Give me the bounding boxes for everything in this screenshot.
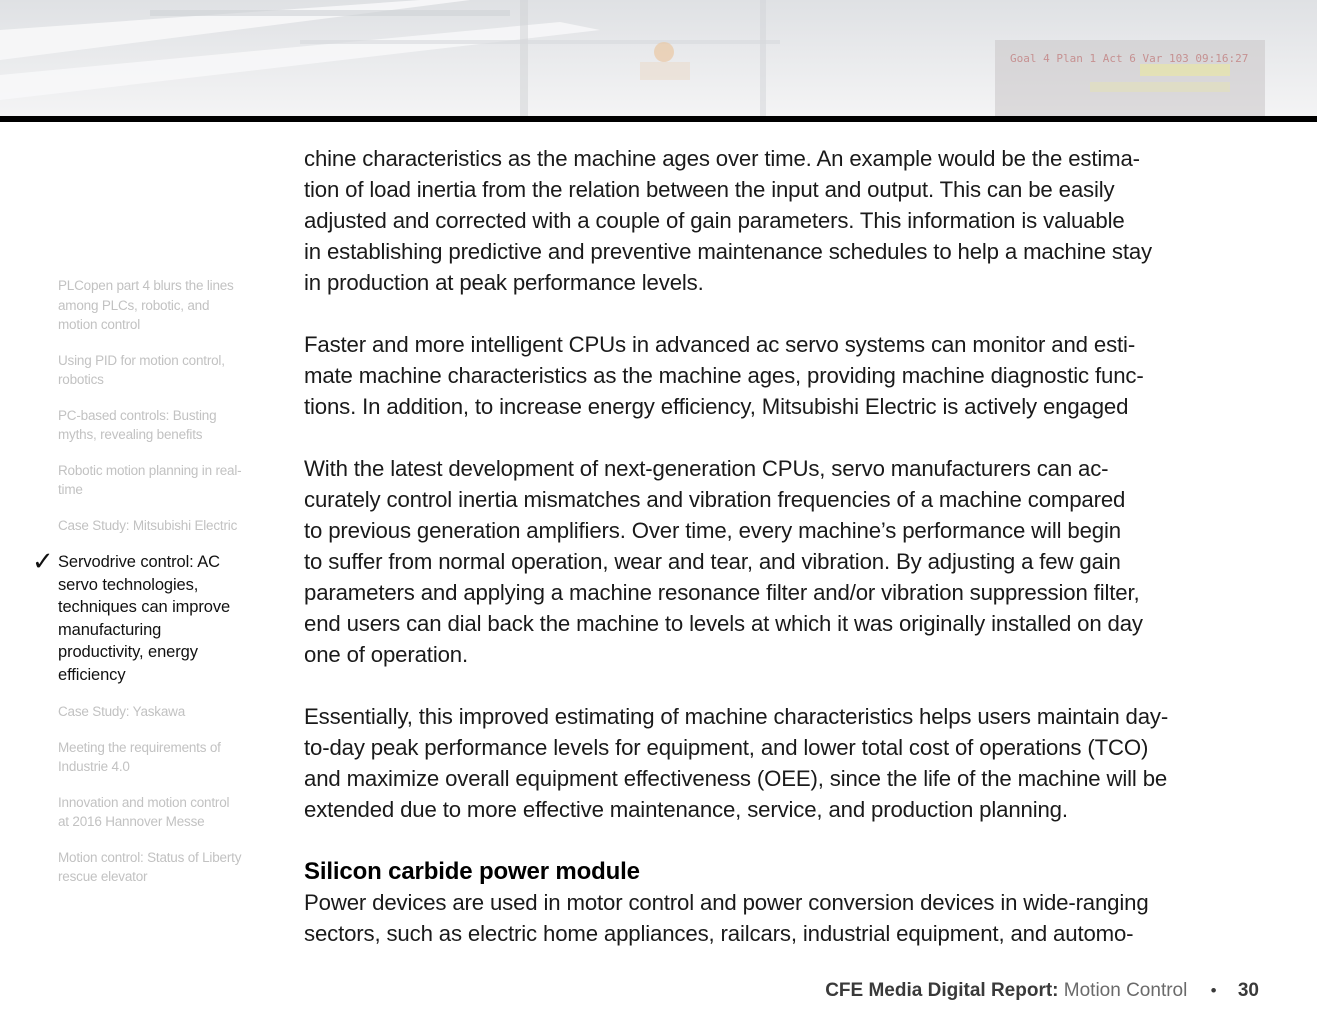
- article-paragraph: [304, 329, 1269, 422]
- sidebar-toc: [32, 276, 242, 903]
- text-line: parameters and applying a machine resonance filter and/or vibration suppression filter,: [304, 580, 1140, 605]
- toc-item-label: Robotic motion planning in real-time: [58, 462, 242, 497]
- checkmark-icon: ✓: [32, 547, 54, 577]
- footer-section: Motion Control: [1063, 980, 1188, 1001]
- toc-item-label: Meeting the requirements of Industrie 4.0: [58, 739, 221, 774]
- article-paragraph: [304, 887, 1269, 949]
- text-line: extended due to more effective maintenance, service, and production planning.: [304, 797, 1068, 822]
- toc-item-servodrive-control[interactable]: [32, 547, 242, 686]
- text-line: Power devices are used in motor control and power conversion devices in wide-ranging: [304, 890, 1149, 915]
- article-body: [304, 143, 1269, 949]
- page-footer: [825, 979, 1259, 1003]
- text-line: Essentially, this improved estimating of machine characteristics helps users maintain day-: [304, 704, 1169, 729]
- article-paragraph: [304, 453, 1269, 670]
- toc-item-label: Case Study: Mitsubishi Electric: [58, 517, 238, 533]
- text-line: in establishing predictive and preventive maintenance schedules to help a machine stay: [304, 239, 1153, 264]
- toc-item-industrie-4[interactable]: [32, 738, 242, 777]
- page-number: 30: [1237, 980, 1259, 1001]
- toc-item-plcopen[interactable]: [32, 276, 242, 335]
- toc-item-robotic-motion-planning[interactable]: [32, 461, 242, 500]
- text-line: mate machine characteristics as the machine ages, providing machine diagnostic func-: [304, 363, 1144, 388]
- text-line: chine characteristics as the machine ages over time. An example would be the estima-: [304, 146, 1140, 171]
- footer-publication: CFE Media Digital Report:: [825, 980, 1059, 1001]
- toc-item-pid-motion[interactable]: [32, 351, 242, 390]
- text-line: end users can dial back the machine to levels at which it was originally installed on day: [304, 611, 1143, 636]
- text-line: to previous generation amplifiers. Over time, every machine’s performance will begin: [304, 518, 1121, 543]
- text-line: and maximize overall equipment effectiveness (OEE), since the life of the machine will be: [304, 766, 1168, 791]
- toc-item-liberty-elevator[interactable]: [32, 848, 242, 887]
- banner-display-text: Goal 4 Plan 1 Act 6 Var 103 09:16:27: [1010, 52, 1249, 65]
- toc-item-label: Motion control: Status of Liberty rescue elevator: [58, 849, 242, 884]
- text-line: sectors, such as electric home appliances, railcars, industrial equipment, and automo-: [304, 921, 1134, 946]
- text-line: to-day peak performance levels for equipment, and lower total cost of operations (TCO): [304, 735, 1149, 760]
- section-heading: Silicon carbide power module: [304, 858, 640, 885]
- text-line: in production at peak performance levels.: [304, 270, 704, 295]
- text-line: tion of load inertia from the relation between the input and output. This can be easily: [304, 177, 1115, 202]
- footer-separator: •: [1210, 981, 1217, 1000]
- toc-item-pc-based-controls[interactable]: [32, 406, 242, 445]
- text-line: Faster and more intelligent CPUs in advanced ac servo systems can monitor and esti-: [304, 332, 1136, 357]
- toc-item-case-study-yaskawa[interactable]: [32, 702, 242, 722]
- text-line: curately control inertia mismatches and vibration frequencies of a machine compared: [304, 487, 1126, 512]
- toc-item-case-study-mitsubishi[interactable]: [32, 516, 242, 536]
- toc-item-label: PC-based controls: Busting myths, revealing benefits: [58, 407, 217, 442]
- text-line: to suffer from normal operation, wear and tear, and vibration. By adjusting a few gain: [304, 549, 1121, 574]
- text-line: one of operation.: [304, 642, 468, 667]
- header-banner-image: [0, 0, 1317, 116]
- header-divider: [0, 116, 1317, 122]
- article-paragraph: [304, 701, 1269, 825]
- text-line: tions. In addition, to increase energy efficiency, Mitsubishi Electric is actively engaged: [304, 394, 1129, 419]
- toc-item-label: Innovation and motion control at 2016 Hannover Messe: [58, 794, 230, 829]
- text-line: With the latest development of next-generation CPUs, servo manufacturers can ac-: [304, 456, 1109, 481]
- toc-item-hannover-messe[interactable]: [32, 793, 242, 832]
- toc-item-label: Using PID for motion control, robotics: [58, 352, 225, 387]
- text-line: adjusted and corrected with a couple of gain parameters. This information is valuable: [304, 208, 1125, 233]
- toc-item-label: Servodrive control: AC servo technologies, techniques can improve manufacturing productivity, energy efficiency: [58, 553, 231, 684]
- toc-item-label: Case Study: Yaskawa: [58, 704, 186, 719]
- article-paragraph: [304, 143, 1269, 298]
- toc-item-label: PLCopen part 4 blurs the lines among PLCs, robotic, and motion control: [58, 278, 234, 332]
